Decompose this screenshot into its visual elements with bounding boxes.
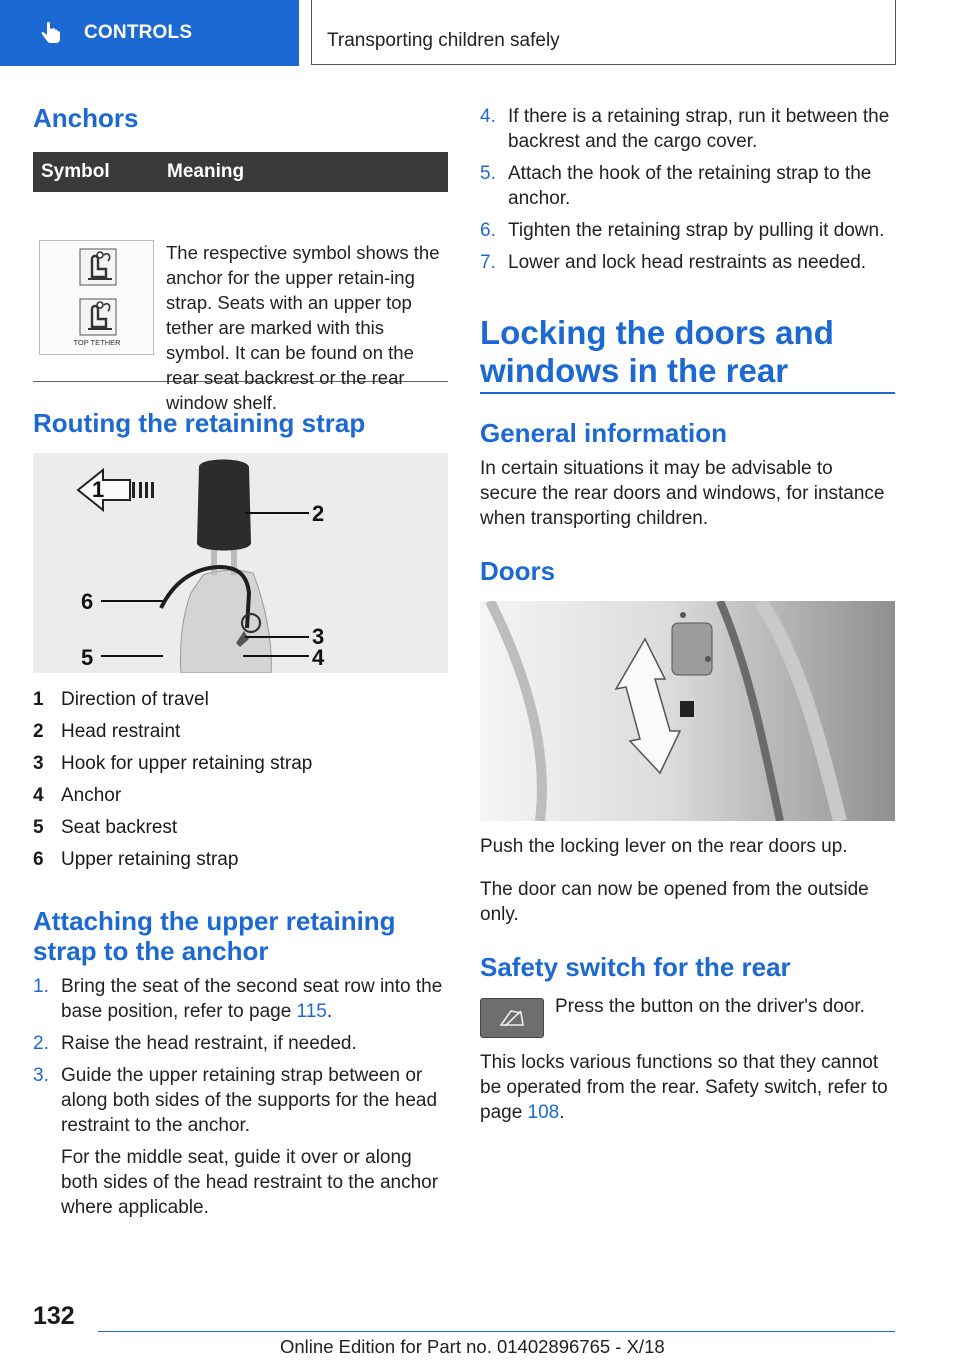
step-item: 7. Lower and lock head restraints as needed. [480, 252, 867, 273]
heading-rule [480, 392, 895, 394]
callout-4: 4 [312, 645, 325, 670]
page-title-box [311, 0, 896, 65]
callout-3: 3 [312, 624, 325, 649]
door-lock-image [480, 601, 895, 821]
col-meaning-header: Meaning [167, 161, 245, 182]
hand-pointer-icon [38, 20, 64, 46]
step-item: 1. Bring the seat of the second seat row into the base position, refer to page 115. [33, 976, 443, 1022]
locking-heading: Locking the doors and windows in the rear [480, 314, 834, 389]
step-item: 4. If there is a retaining strap, run it between the backrest and the cargo cover. [480, 106, 890, 152]
list-item: 4 Anchor [33, 785, 122, 806]
callout-1: 1 [92, 477, 105, 502]
col-symbol-header: Symbol [41, 161, 110, 182]
meaning-cell: The respective symbol shows the anchor for the upper retain-ing strap. Seats with an upper top tether are marked with this symbol. It can be found on the rear seat backrest or the rear window shelf. [166, 242, 440, 413]
attaching-steps-right [480, 104, 895, 282]
routing-diagram [33, 453, 448, 673]
doors-text-2: The door can now be opened from the outside only. [480, 879, 869, 925]
list-item: 1 Direction of travel [33, 689, 209, 710]
anchors-table [33, 152, 448, 413]
list-item: 6 Upper retaining strap [33, 849, 239, 870]
safety-press-text: Press the button on the driver's door. [555, 996, 865, 1017]
general-info-text: In certain situations it may be advisable to secure the rear doors and windows, for instance when transporting children. [480, 458, 885, 529]
step-item: 3. Guide the upper retaining strap between or along both sides of the supports for the head restraint to the anchor. For the middle seat, guide it over or along both sides of the head restraint to the anchor where applicable. [33, 1063, 448, 1220]
routing-heading: Routing the retaining strap [33, 408, 366, 438]
anchors-heading: Anchors [33, 103, 139, 133]
symbol-cell [33, 192, 157, 381]
step-item: 2. Raise the head restraint, if needed. [33, 1033, 357, 1054]
step-note: For the middle seat, guide it over or along both sides of the head restraint to the anchor where applicable. [61, 1147, 439, 1218]
section-label: CONTROLS [84, 22, 193, 43]
top-tether-caption: TOP TETHER [73, 338, 121, 347]
attaching-heading: Attaching the upper retaining strap to the anchor [33, 906, 396, 966]
callout-5: 5 [81, 645, 94, 670]
child-seat-anchor-icon [40, 241, 153, 354]
safety-switch-button-icon [480, 998, 544, 1038]
general-info-heading: General information [480, 418, 728, 448]
list-item: 5 Seat backrest [33, 817, 178, 838]
attaching-steps-left [33, 974, 448, 1227]
safety-switch-heading: Safety switch for the rear [480, 952, 791, 982]
doors-text-1: Push the locking lever on the rear doors up. [480, 836, 848, 857]
callout-2: 2 [312, 501, 325, 526]
doors-heading: Doors [480, 556, 556, 586]
section-tab[interactable] [0, 0, 299, 66]
callout-6: 6 [81, 589, 94, 614]
top-tether-symbol [39, 240, 154, 355]
table-header [33, 152, 448, 192]
page-title: Transporting children safely [327, 30, 560, 51]
page-link-108[interactable]: 108 [527, 1102, 560, 1123]
table-row [33, 192, 448, 413]
routing-legend [33, 684, 448, 876]
list-item: 3 Hook for upper retaining strap [33, 753, 313, 774]
safety-text: This locks various functions so that they cannot be operated from the rear. Safety switch, refer to page 108. [480, 1052, 888, 1123]
step-item: 6. Tighten the retaining strap by pulling it down. [480, 220, 885, 241]
footer-edition: Online Edition for Part no. 01402896765 - X/18 [280, 1336, 665, 1357]
list-item: 2 Head restraint [33, 721, 181, 742]
page-number: 132 [33, 1302, 75, 1330]
footer-rule [98, 1331, 895, 1332]
page-link-115[interactable]: 115 [296, 1001, 327, 1022]
step-item: 5. Attach the hook of the retaining strap to the anchor. [480, 163, 872, 209]
